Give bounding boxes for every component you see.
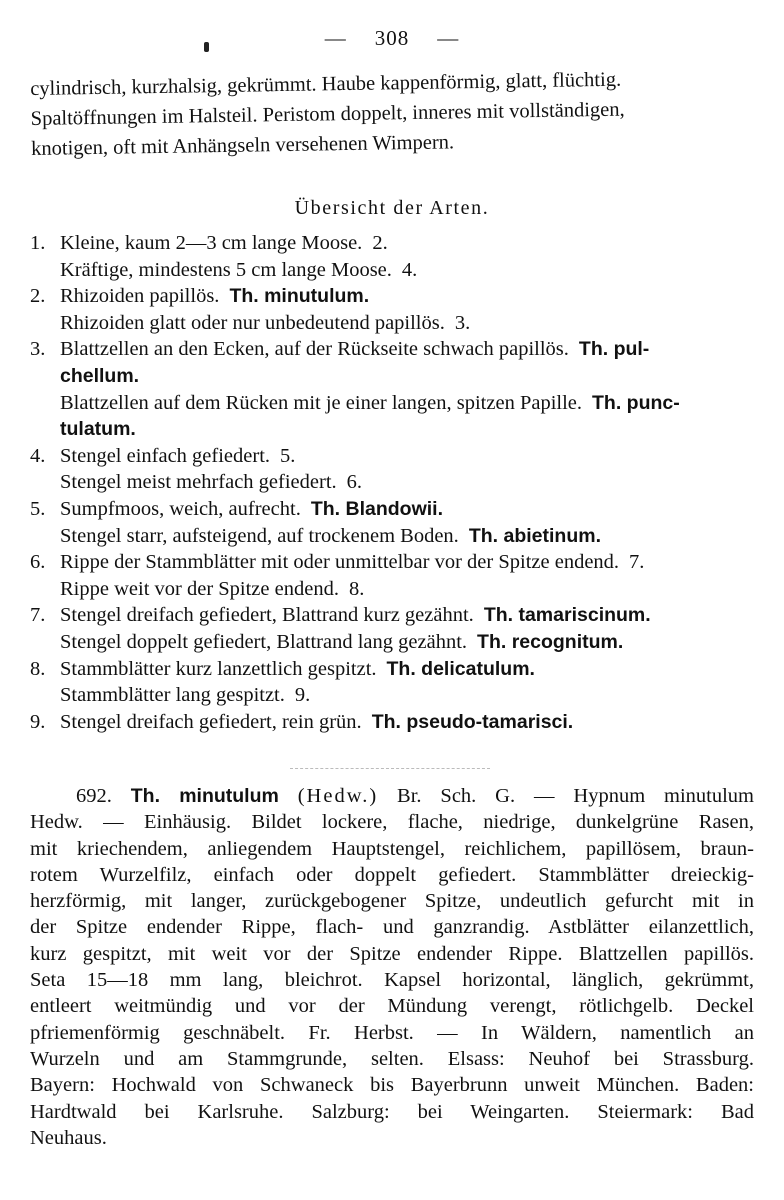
key-row [30,390,762,417]
key-number: 6. [30,551,46,574]
key-number: 5. [30,497,46,520]
entry-line: Hedw. — Einhäusig. Bildet lockere, flache, niedrige, dunkelgrüne Rasen, [30,811,754,834]
key-species-name: chellum. [60,364,140,387]
key-description: Rhizoiden papillös. [60,285,220,308]
key-number: 4. [30,444,46,467]
key-text [60,576,364,603]
key-text [60,656,535,683]
key-row [30,629,762,656]
entry-line: Bayern: Hochwald von Schwaneck bis Bayerbrunn unweit München. Baden: [30,1074,754,1097]
entry-line: rotem Wurzelfilz, einfach oder doppelt gefiedert. Stammblätter dreieckig- [30,863,754,886]
key-row [30,416,762,443]
key-text [60,257,417,284]
key-description: Blattzellen auf dem Rücken mit je einer langen, spitzen Papille. [60,391,583,414]
key-description: Stammblätter kurz lanzettlich gespitzt. [60,657,377,680]
key-row [30,469,762,496]
entry-number: 692. [76,785,112,807]
intro-paragraph [30,63,756,164]
key-species-name: Th. recognitum. [477,630,624,653]
key-row [30,336,762,363]
key-species-name: Th. tamariscinum. [483,604,651,627]
key-species-name: Th. minutulum. [229,285,370,308]
key-text [60,549,644,576]
species-entry [30,783,754,1151]
page-number [0,26,784,51]
key-species-name: Th. punc- [592,391,680,414]
key-species-name: tulatum. [60,418,136,441]
key-number: 1. [30,232,46,254]
intro-line: Spaltöffnungen im Halsteil. Peristom doppelt, inneres mit vollständigen, [30,98,625,130]
entry-line: herzförmig, mit langer, zurückgebogener Spitze, undeutlich gefurcht mit in [30,890,754,913]
key-species-name: Th. pul- [578,338,650,361]
key-reference: 2. [372,232,388,254]
key-row [30,496,762,523]
key-reference: 3. [454,311,471,334]
key-species-name: Th. Blandowii. [310,497,443,520]
intro-line: knotigen, oft mit Anhängseln versehenen Wimpern. [31,131,455,160]
key-text [60,496,443,523]
key-row [30,257,762,284]
species-key [30,230,762,735]
key-text [60,602,651,629]
entry-synonym: Br. Sch. G. — Hypnum minutulum [397,785,755,807]
key-number: 8. [30,657,46,680]
entry-line: pfriemenförmig geschnäbelt. Fr. Herbst. — In Wäldern, namentlich an [30,1021,754,1044]
key-description: Kleine, kaum 2—3 cm lange Moose. [60,232,363,254]
page-number-value: 308 [374,26,410,50]
key-description: Stengel meist mehrfach gefiedert. [60,471,337,494]
key-row [30,709,762,736]
key-description: Sumpfmoos, weich, aufrecht. [60,497,301,520]
key-description: Stengel starr, aufsteigend, auf trockenem Boden. [60,524,459,547]
key-description: Stengel einfach gefiedert. [60,444,271,467]
key-row [30,443,762,470]
key-reference: 6. [346,471,363,494]
entry-line: der Spitze endender Rippe, flach- und ganzrandig. Astblätter eilanzettlich, [30,916,754,939]
key-text [60,310,470,337]
entry-species-name: Th. minutulum [130,785,279,807]
key-text [60,283,369,310]
page-number-dash-right: — [437,26,460,50]
page-number-dash-left: — [324,26,347,50]
key-description: Rippe der Stammblätter mit oder unmittelbar vor der Spitze endend. [60,551,620,574]
key-text [60,363,139,390]
key-row [30,523,762,550]
key-text [60,336,649,363]
key-text [60,416,136,443]
section-heading: Übersicht der Arten. [294,197,490,219]
key-text [60,390,680,417]
key-description: Rippe weit vor der Spitze endend. [60,577,339,600]
key-row [30,682,762,709]
key-description: Stengel dreifach gefiedert, Blattrand kurz gezähnt. [60,604,474,627]
key-species-name: Th. abietinum. [468,524,601,547]
key-species-name: Th. delicatulum. [386,657,535,680]
key-reference: 4. [401,258,418,281]
key-row [30,549,762,576]
key-description: Rhizoiden glatt oder nur unbedeutend papillös. [60,311,445,334]
key-text [60,682,310,709]
key-row [30,576,762,603]
entry-line: kurz gespitzt, mit weit vor der Spitze endender Rippe. Blattzellen papillös. [30,942,754,965]
entry-body [30,809,754,1151]
entry-first-line [30,783,754,809]
key-text [60,443,295,470]
entry-line: mit kriechendem, anliegendem Hauptstengel, reichlichem, papillösem, braun- [30,837,754,860]
key-row [30,283,762,310]
key-reference: 7. [629,551,645,574]
key-number: 7. [30,604,46,627]
key-description: Stengel doppelt gefiedert, Blattrand lang gezähnt. [60,630,468,653]
key-text [60,629,623,656]
key-species-name: Th. pseudo-tamarisci. [371,710,574,733]
key-number: 3. [30,338,46,361]
entry-line: Neuhaus. [30,1126,107,1149]
key-text [60,230,388,257]
key-row [30,310,762,337]
key-description: Stengel dreifach gefiedert, rein grün. [60,710,362,733]
section-divider [290,768,490,769]
key-text [60,469,362,496]
entry-line: Hardtwald bei Karlsruhe. Salzburg: bei Weingarten. Steiermark: Bad [30,1100,754,1123]
key-description: Kräftige, mindestens 5 cm lange Moose. [60,258,392,281]
key-row [30,363,762,390]
entry-author: (Hedw.) [297,785,379,807]
key-text [60,523,601,550]
key-row [30,656,762,683]
intro-line: cylindrisch, kurzhalsig, gekrümmt. Haube kappenförmig, glatt, flüchtig. [30,68,622,100]
key-row [30,230,762,257]
key-reference: 8. [348,577,365,600]
entry-line: Seta 15—18 mm lang, bleichrot. Kapsel horizontal, länglich, gekrümmt, [30,969,754,992]
key-number: 2. [30,285,46,308]
key-text [60,709,573,736]
key-reference: 9. [294,684,311,707]
key-description: Blattzellen an den Ecken, auf der Rückseite schwach papillös. [60,338,569,361]
entry-line: Wurzeln und am Stammgrunde, selten. Elsass: Neuhof bei Strassburg. [30,1047,754,1070]
entry-line: entleert weitmündig und vor der Mündung verengt, rötlichgelb. Deckel [30,995,754,1018]
key-number: 9. [30,710,46,733]
key-reference: 5. [280,444,296,467]
key-row [30,602,762,629]
key-description: Stammblätter lang gespitzt. [60,684,285,707]
